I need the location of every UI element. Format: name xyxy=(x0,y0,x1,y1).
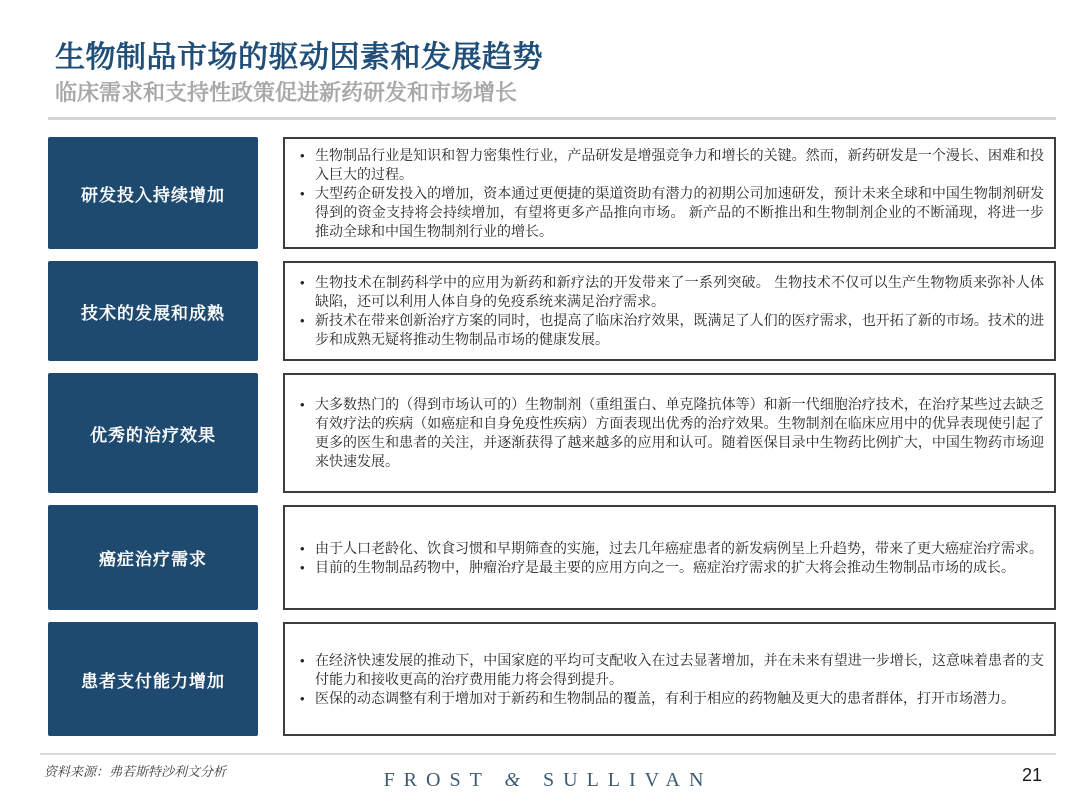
bullet-item: • 新技术在带来创新治疗方案的同时，也提高了临床治疗效果，既满足了人们的医疗需求，也开拓了新的市场。技术的进步和成熟无疑将推动生物制品市场的健康发展。 xyxy=(293,311,1044,349)
header-divider xyxy=(48,117,1056,120)
bullet-list xyxy=(293,146,1044,241)
bullet-item: • 生物技术在制药科学中的应用为新药和新疗法的开发带来了一系列突破。 生物技术不仅可以生产生物物质来弥补人体缺陷，还可以利用人体自身的免疫系统来满足治疗需求。 xyxy=(293,273,1044,311)
driver-row-cancer-demand xyxy=(48,505,1056,610)
driver-detail-box xyxy=(283,622,1056,736)
driver-label: 研发投入持续增加 xyxy=(48,137,258,249)
driver-row-technology xyxy=(48,261,1056,361)
page-title: 生物制品市场的驱动因素和发展趋势 xyxy=(55,41,543,74)
driver-label: 癌症治疗需求 xyxy=(48,505,258,610)
bullet-item: • 医保的动态调整有利于增加对于新药和生物制品的覆盖，有利于相应的药物触及更大的患者群体，打开市场潜力。 xyxy=(293,689,1044,708)
bullet-list xyxy=(293,273,1044,349)
driver-row-payment-ability xyxy=(48,622,1056,736)
bullet-item: • 在经济快速发展的推动下，中国家庭的平均可支配收入在过去显著增加，并在未来有望进一步增长，这意味着患者的支付能力和接收更高的治疗费用能力将会得到提升。 xyxy=(293,651,1044,689)
bullet-list xyxy=(293,651,1044,708)
slide-header xyxy=(48,40,1056,108)
brand-sullivan: SULLIVAN xyxy=(543,769,713,791)
bullet-item: • 生物制品行业是知识和智力密集性行业，产品研发是增强竞争力和增长的关键。然而，新药研发是一个漫长、困难和投入巨大的过程。 xyxy=(293,146,1044,184)
driver-detail-box xyxy=(283,261,1056,361)
frost-sullivan-logo xyxy=(40,769,1056,792)
bullet-item: • 大型药企研发投入的增加，资本通过更便捷的渠道资助有潜力的初期公司加速研发，预计未来全球和中国生物制剂研发得到的资金支持将会持续增加，有望将更多产品推向市场。 新产品的不断推出和生物制剂企业的不断涌现，将进一步推动全球和中国生物制剂行业的增长。 xyxy=(293,184,1044,241)
slide-footer xyxy=(40,753,1056,791)
bullet-list xyxy=(293,395,1044,471)
driver-detail-box xyxy=(283,505,1056,610)
driver-label: 技术的发展和成熟 xyxy=(48,261,258,361)
driver-detail-box xyxy=(283,137,1056,249)
driver-label: 优秀的治疗效果 xyxy=(48,373,258,493)
driver-label: 患者支付能力增加 xyxy=(48,622,258,736)
brand-frost: FROST xyxy=(383,769,491,791)
bullet-item: • 大多数热门的（得到市场认可的）生物制剂（重组蛋白、单克隆抗体等）和新一代细胞治疗技术，在治疗某些过去缺乏有效疗法的疾病（如癌症和自身免疫性疾病）方面表现出优秀的治疗效果。生物制剂在临床应用中的优异表现使引起了更多的医生和患者的关注，并逐渐获得了越来越多的应用和认可。随着医保目录中生物药比例扩大，中国生物药市场迎来快速发展。 xyxy=(293,395,1044,471)
driver-row-rd-investment xyxy=(48,137,1056,249)
page-number: 21 xyxy=(1021,765,1042,785)
page-subtitle: 临床需求和支持性政策促进新药研发和市场增长 xyxy=(55,80,518,105)
brand-ampersand: & xyxy=(504,769,530,791)
driver-rows xyxy=(48,137,1056,736)
source-note: 资料来源：弗若斯特沙利文分析 xyxy=(44,764,227,779)
driver-row-treatment-effect xyxy=(48,373,1056,493)
bullet-item: • 由于人口老龄化、饮食习惯和早期筛查的实施，过去几年癌症患者的新发病例呈上升趋势，带来了更大癌症治疗需求。 xyxy=(293,539,1044,558)
driver-detail-box xyxy=(283,373,1056,493)
bullet-list xyxy=(293,539,1044,577)
bullet-item: • 目前的生物制品药物中，肿瘤治疗是最主要的应用方向之一。癌症治疗需求的扩大将会推动生物制品市场的成长。 xyxy=(293,558,1044,577)
